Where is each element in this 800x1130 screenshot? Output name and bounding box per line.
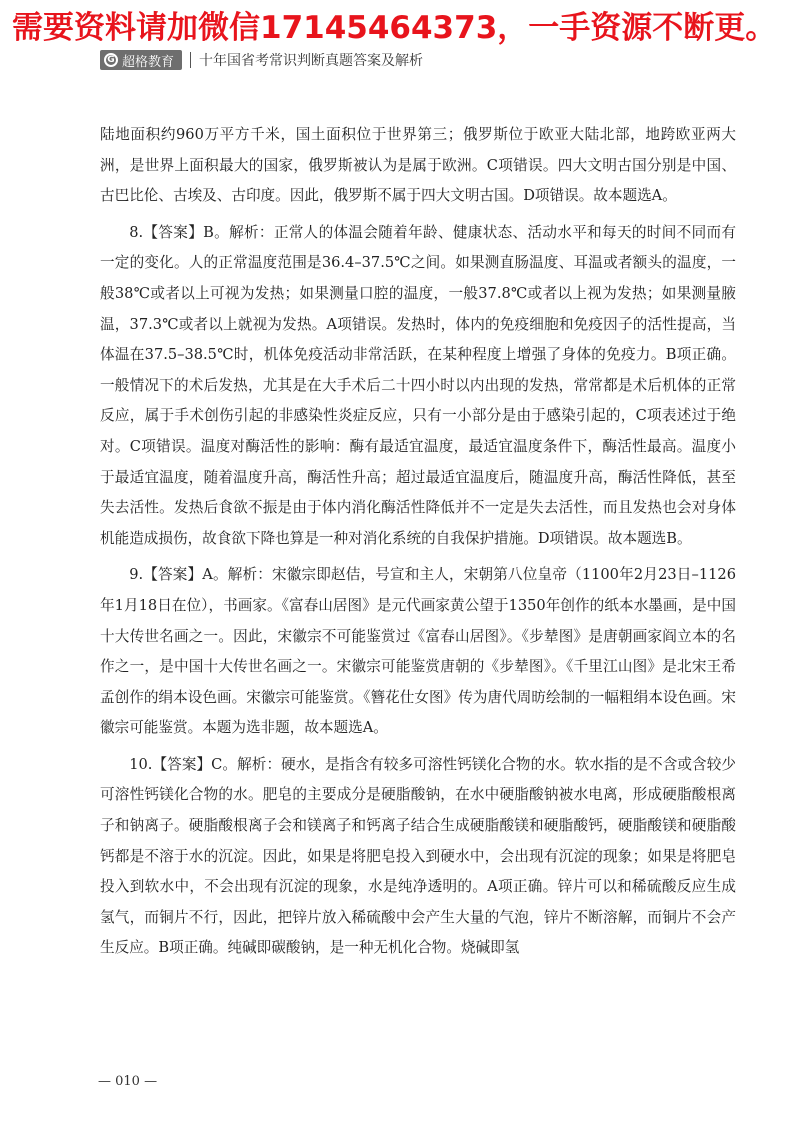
page-header (100, 50, 423, 70)
answer-10: 10.【答案】C。解析：硬水，是指含有较多可溶性钙镁化合物的水。软水指的是不含或含较少可溶性钙镁化合物的水。肥皂的主要成分是硬脂酸钠，在水中硬脂酸钠被水电离，形成硬脂酸根离子和钠离子。硬脂酸根离子会和镁离子和钙离子结合生成硬脂酸镁和硬脂酸钙，硬脂酸镁和硬脂酸钙都是不溶于水的沉淀。因此，如果是将肥皂投入到硬水中，会出现有沉淀的现象；如果是将肥皂投入到软水中，不会出现有沉淀的现象，水是纯净透明的。A项正确。锌片可以和稀硫酸反应生成氢气，而铜片不行，因此，把锌片放入稀硫酸中会产生大量的气泡，锌片不断溶解，而铜片不会产生反应。B项正确。纯碱即碳酸钠，是一种无机化合物。烧碱即氢 (100, 755, 736, 957)
publisher-logo (100, 50, 182, 70)
logo-icon: G (104, 53, 118, 67)
promo-banner: 需要资料请加微信17145464373，一手资源不断更。 (12, 10, 777, 46)
answer-9: 9.【答案】A。解析：宋徽宗即赵佶，号宣和主人，宋朝第八位皇帝（1100年2月23日–1126年1月18日在位），书画家。《富春山居图》是元代画家黄公望于1350年创作的纸本水墨画，是中国十大传世名画之一。因此，宋徽宗不可能鉴赏过《富春山居图》。《步辇图》是唐朝画家阎立本的名作之一，是中国十大传世名画之一。宋徽宗可能鉴赏唐朝的《步辇图》。《千里江山图》是北宋王希孟创作的绢本设色画。宋徽宗可能鉴赏。《簪花仕女图》传为唐代周昉绘制的一幅粗绢本设色画。宋徽宗可能鉴赏。本题为选非题，故本题选A。 (100, 566, 736, 737)
answer-8: 8.【答案】B。解析：正常人的体温会随着年龄、健康状态、活动水平和每天的时间不同而有一定的变化。人的正常温度范围是36.4–37.5℃之间。如果测直肠温度、耳温或者额头的温度，一般38℃或者以上可视为发热；如果测量口腔的温度，一般37.8℃或者以上视为发热；如果测量腋温，37.3℃或者以上就视为发热。A项错误。发热时，体内的免疫细胞和免疫因子的活性提高，当体温在37.5–38.5℃时，机体免疫活动非常活跃，在某种程度上增强了身体的免疫力。B项正确。一般情况下的术后发热，尤其是在大手术后二十四小时以内出现的发热，常常都是术后机体的正常反应，属于手术创伤引起的非感染性炎症反应，只有一小部分是由于感染引起的，C项表述过于绝对。C项错误。温度对酶活性的影响：酶有最适宜温度，最适宜温度条件下，酶活性最高。温度小于最适宜温度，随着温度升高，酶活性升高；超过最适宜温度后，随温度升高，酶活性降低，甚至失去活性。发热后食欲不振是由于体内消化酶活性降低并不一定是失去活性，而且发热也会对身体机能造成损伤，故食欲下降也算是一种对消化系统的自我保护措施。D项错误。故本题选B。 (100, 223, 736, 547)
logo-text: 超格教育 (122, 54, 175, 70)
paragraph-continued: 陆地面积约960万平方千米，国土面积位于世界第三；俄罗斯位于欧亚大陆北部，地跨欧亚两大洲，是世界上面积最大的国家，俄罗斯被认为是属于欧洲。C项错误。四大文明古国分别是中国、古巴比伦、古埃及、古印度。因此，俄罗斯不属于四大文明古国。D项错误。故本题选A。 (100, 126, 736, 205)
header-divider (190, 52, 191, 68)
page-number: — 010 — (98, 1074, 158, 1089)
book-title: 十年国省考常识判断真题答案及解析 (199, 53, 424, 69)
page-body (100, 120, 736, 970)
